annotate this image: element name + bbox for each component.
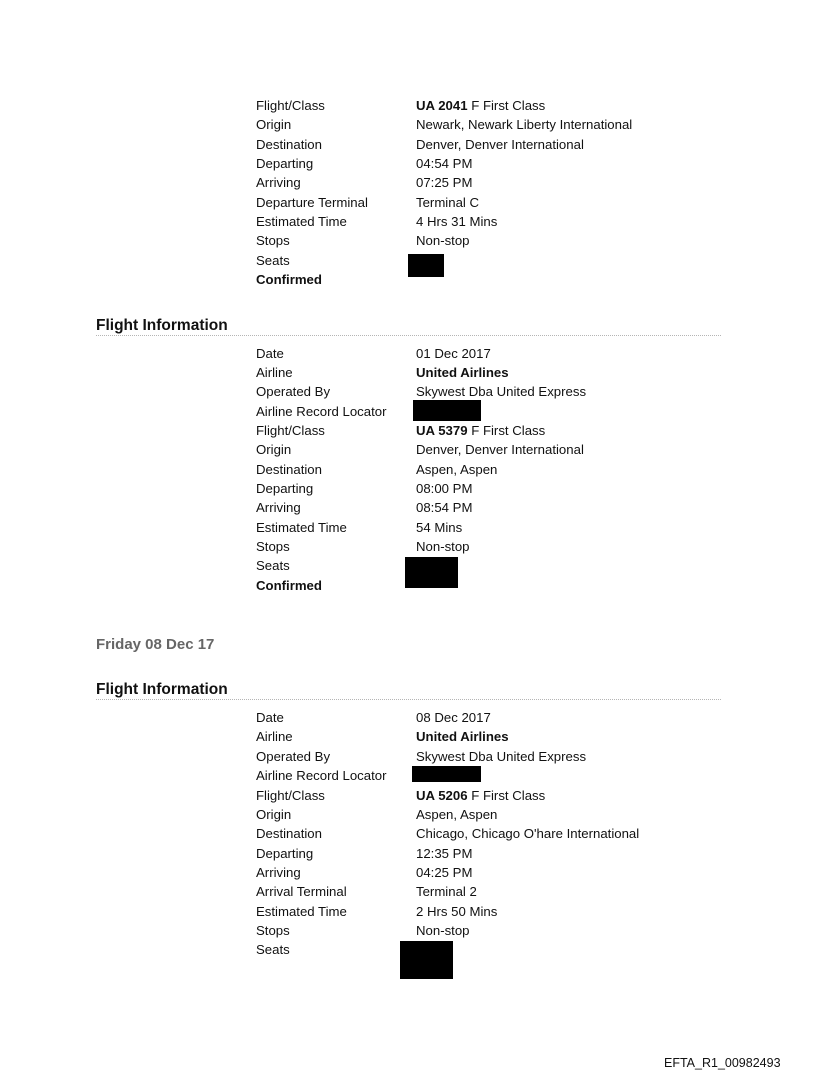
flight-class-value (416, 421, 545, 440)
terminal-label: Departure Terminal (256, 195, 368, 210)
record-locator-label: Airline Record Locator (256, 404, 387, 419)
seats-label: Seats (256, 942, 290, 957)
cabin-class: F First Class (467, 788, 546, 803)
flight-class-value (416, 786, 545, 805)
destination-value: Aspen, Aspen (416, 462, 498, 477)
flight-class-value (416, 96, 545, 115)
departing-value: 04:54 PM (416, 156, 473, 171)
origin-label: Origin (256, 442, 292, 457)
arriving-label: Arriving (256, 500, 301, 515)
departing-value: 08:00 PM (416, 481, 473, 496)
terminal-value: Terminal 2 (416, 884, 477, 899)
operated-by-label: Operated By (256, 749, 331, 764)
cabin-class: F First Class (467, 423, 546, 438)
arriving-label: Arriving (256, 175, 301, 190)
origin-label: Origin (256, 117, 292, 132)
destination-label: Destination (256, 826, 322, 841)
arriving-value: 04:25 PM (416, 865, 473, 880)
terminal-value: Terminal C (416, 195, 480, 210)
stops-label: Stops (256, 233, 290, 248)
airline-label: Airline (256, 729, 293, 744)
airline-label: Airline (256, 365, 293, 380)
terminal-label: Arrival Terminal (256, 884, 347, 899)
estimated-time-value: 4 Hrs 31 Mins (416, 214, 498, 229)
date-value: 01 Dec 2017 (416, 346, 491, 361)
origin-label: Origin (256, 807, 292, 822)
seats-label: Seats (256, 558, 290, 573)
record-locator-redaction (412, 766, 481, 782)
cabin-class: F First Class (467, 98, 546, 113)
destination-value: Chicago, Chicago O'hare International (416, 826, 640, 841)
destination-value: Denver, Denver International (416, 137, 584, 152)
day-header: Friday 08 Dec 17 (96, 636, 215, 653)
stops-label: Stops (256, 923, 290, 938)
destination-label: Destination (256, 137, 322, 152)
status-confirmed: Confirmed (256, 272, 322, 287)
estimated-time-label: Estimated Time (256, 214, 347, 229)
origin-value: Aspen, Aspen (416, 807, 498, 822)
section-title: Flight Information (96, 317, 228, 334)
section-divider (96, 335, 721, 336)
arriving-value: 07:25 PM (416, 175, 473, 190)
section-title: Flight Information (96, 681, 228, 698)
seats-redaction (405, 557, 458, 588)
origin-value: Newark, Newark Liberty International (416, 117, 633, 132)
estimated-time-label: Estimated Time (256, 904, 347, 919)
status-confirmed: Confirmed (256, 578, 322, 593)
departing-label: Departing (256, 846, 314, 861)
seats-redaction (400, 941, 453, 979)
estimated-time-value: 54 Mins (416, 520, 463, 535)
flight-class-label: Flight/Class (256, 423, 325, 438)
departing-label: Departing (256, 481, 314, 496)
flight-number: UA 5379 (416, 423, 468, 438)
departing-value: 12:35 PM (416, 846, 473, 861)
date-value: 08 Dec 2017 (416, 710, 491, 725)
estimated-time-value: 2 Hrs 50 Mins (416, 904, 498, 919)
stops-value: Non-stop (416, 233, 470, 248)
document-id: EFTA_R1_00982493 (664, 1056, 781, 1070)
flight-number: UA 2041 (416, 98, 468, 113)
airline-value: United Airlines (416, 365, 509, 380)
operated-by-value: Skywest Dba United Express (416, 749, 587, 764)
record-locator-label: Airline Record Locator (256, 768, 387, 783)
record-locator-redaction (413, 400, 481, 421)
stops-value: Non-stop (416, 539, 470, 554)
date-label: Date (256, 710, 284, 725)
arriving-value: 08:54 PM (416, 500, 473, 515)
seats-redaction (408, 254, 444, 277)
origin-value: Denver, Denver International (416, 442, 584, 457)
flight-class-label: Flight/Class (256, 788, 325, 803)
estimated-time-label: Estimated Time (256, 520, 347, 535)
destination-label: Destination (256, 462, 322, 477)
departing-label: Departing (256, 156, 314, 171)
airline-value: United Airlines (416, 729, 509, 744)
flight-class-label: Flight/Class (256, 98, 325, 113)
date-label: Date (256, 346, 284, 361)
operated-by-label: Operated By (256, 384, 331, 399)
stops-label: Stops (256, 539, 290, 554)
section-divider (96, 699, 721, 700)
operated-by-value: Skywest Dba United Express (416, 384, 587, 399)
flight-number: UA 5206 (416, 788, 468, 803)
seats-label: Seats (256, 253, 290, 268)
stops-value: Non-stop (416, 923, 470, 938)
arriving-label: Arriving (256, 865, 301, 880)
